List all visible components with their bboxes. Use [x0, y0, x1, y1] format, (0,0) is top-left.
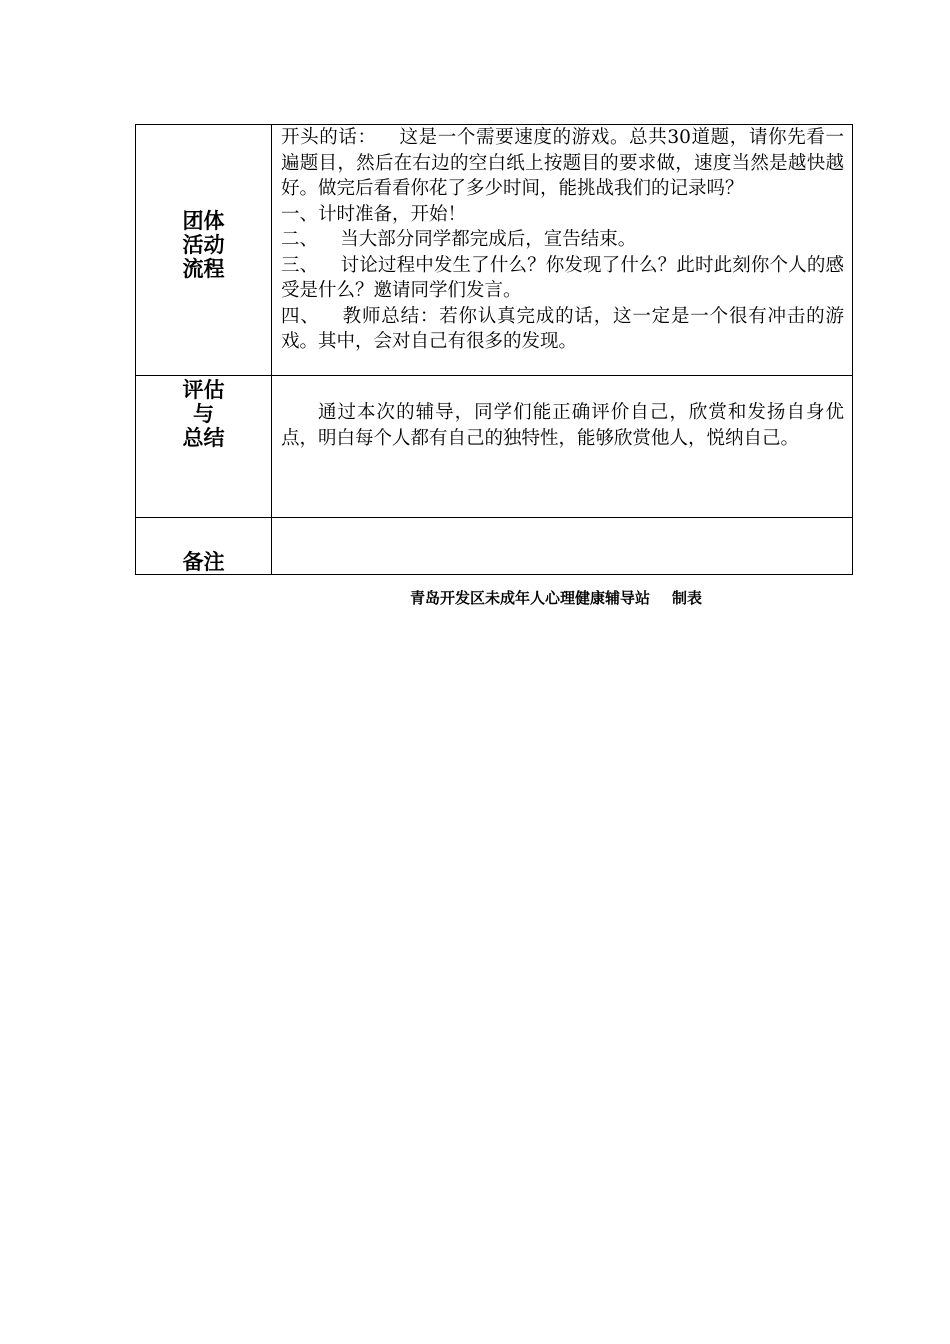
- evaluation-label-line: 总结: [182, 426, 225, 450]
- notes-label-cell: [136, 518, 272, 575]
- intro-paragraph: [281, 125, 844, 202]
- notes-label: 备注: [182, 550, 225, 574]
- step-1: 一、计时准备，开始！: [281, 203, 467, 225]
- footer-suffix: 制表: [672, 589, 703, 607]
- activity-label: [136, 209, 271, 281]
- notes-content-cell: [272, 518, 853, 575]
- intro-text: 这是一个需要速度的游戏。总共30道题，请你先看一遍题目，然后在右边的空白纸上按题目的要求做，速度当然是越快越好。做完后看看你花了多少时间，能挑战我们的记录吗？: [281, 127, 844, 199]
- evaluation-label-cell: [136, 376, 272, 518]
- step-3-number: 三、: [281, 254, 319, 276]
- evaluation-label: [136, 378, 271, 450]
- footer-credit: [410, 587, 702, 608]
- evaluation-label-line: 评估: [182, 378, 225, 402]
- evaluation-text: 通过本次的辅导，同学们能正确评价自己，欣赏和发扬自身优点，明白每个人都有自己的独特性，能够欣赏他人，悦纳自己。: [281, 402, 844, 449]
- step-3-text: 讨论过程中发生了什么？你发现了什么？此时此刻你个人的感受是什么？邀请同学们发言。: [281, 254, 844, 301]
- activity-content-cell: [272, 125, 853, 376]
- step-2-text: 当大部分同学都完成后，宣告结束。: [340, 229, 637, 250]
- step-3: [281, 253, 844, 304]
- notes-row: [136, 518, 853, 575]
- activity-label-line: 流程: [182, 257, 225, 281]
- plan-table: [135, 124, 853, 575]
- activity-label-line: 活动: [182, 233, 225, 257]
- activity-label-cell: [136, 125, 272, 376]
- evaluation-label-line: 与: [193, 402, 214, 426]
- step-2-number: 二、: [281, 229, 319, 250]
- evaluation-content-cell: [272, 376, 853, 518]
- step-2: [281, 227, 844, 253]
- step-4-text: 教师总结：若你认真完成的话，这一定是一个很有冲击的游戏。其中，会对自己有很多的发现。: [281, 305, 844, 352]
- activity-label-line: 团体: [182, 209, 225, 233]
- intro-label: 开头的话：: [281, 127, 377, 148]
- evaluation-row: [136, 376, 853, 518]
- step-4: [281, 304, 844, 355]
- activity-row: [136, 125, 853, 376]
- step-4-number: 四、: [281, 305, 320, 327]
- footer-org: 青岛开发区未成年人心理健康辅导站: [410, 589, 651, 607]
